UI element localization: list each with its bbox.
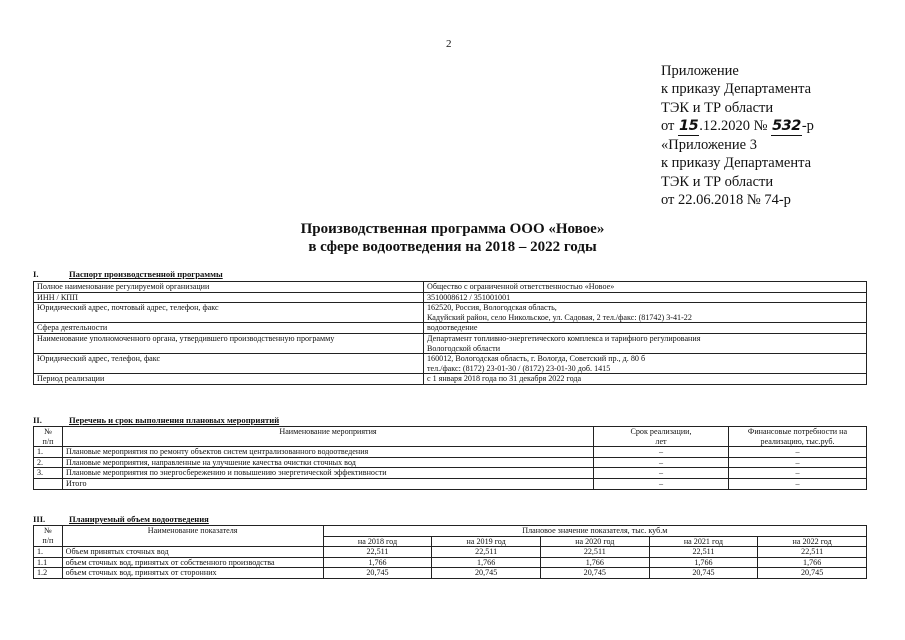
section-title: Планируемый объем водоотведения [69, 514, 209, 524]
header-year: на 2022 год [758, 536, 867, 547]
measure-term: – [594, 447, 729, 458]
header-year: на 2021 год [649, 536, 758, 547]
order-suffix: -р [801, 117, 814, 134]
table-row [34, 374, 867, 385]
row-number: 1.2 [34, 568, 63, 579]
indicator-value: 22,511 [323, 547, 432, 558]
indicator-name: объем сточных вод, принятых от сторонних [62, 568, 323, 579]
table-row [34, 323, 867, 334]
passport-value: 160012, Вологодская область, г. Вологда, Советский пр., д. 80 б тел./факс: (8172) 23-01-30 / (8172) 23-01-30 доб. 1415 [424, 354, 867, 374]
table-row [34, 547, 867, 558]
passport-label: Период реализации [34, 374, 424, 385]
handwritten-day: 15 [678, 117, 699, 136]
indicator-value: 20,745 [432, 568, 541, 579]
document-title [0, 220, 905, 256]
appendix-line: к приказу Департамента [661, 155, 812, 172]
row-number: 1. [34, 547, 63, 558]
header-num: № п/п [34, 526, 63, 547]
header-group: Плановое значение показателя, тыс. куб.м [323, 526, 866, 537]
table-row [34, 468, 867, 479]
indicator-value: 22,511 [432, 547, 541, 558]
section-2-heading [33, 415, 279, 425]
row-number: 1.1 [34, 557, 63, 568]
header-name: Наименование показателя [62, 526, 323, 547]
title-line-2: в сфере водоотведения на 2018 – 2022 годы [308, 239, 597, 255]
passport-value: водоотведение [424, 323, 867, 334]
passport-value: 162520, Россия, Вологодская область, Кадуйский район, село Никольское, ул. Садовая, 2 тел./факс: (81742) 3-41-22 [424, 303, 867, 323]
table-row [34, 557, 867, 568]
table-row [34, 333, 867, 353]
section-title: Паспорт производственной программы [69, 269, 223, 279]
measure-cost: – [729, 457, 867, 468]
measure-name: Плановые мероприятия по ремонту объектов систем централизованного водоотведения [63, 447, 594, 458]
passport-label: Наименование уполномоченного органа, утвердившего производственную программу [34, 333, 424, 353]
table-row [34, 292, 867, 303]
section-number: I. [33, 269, 39, 279]
page-number: 2 [446, 38, 452, 50]
section-3-heading [33, 514, 209, 524]
passport-value: 3510008612 / 351001001 [424, 292, 867, 303]
header-name: Наименование мероприятия [63, 427, 594, 447]
indicator-value: 1,766 [323, 557, 432, 568]
measure-name: Плановые мероприятия, направленные на улучшение качества очистки сточных вод [63, 457, 594, 468]
measure-name: Итого [63, 478, 594, 489]
date-rest: .12.2020 № [699, 117, 768, 134]
table-row [34, 568, 867, 579]
indicator-value: 20,745 [758, 568, 867, 579]
appendix-line: ТЭК и ТР области [661, 173, 774, 190]
table-row [34, 282, 867, 293]
indicator-value: 1,766 [758, 557, 867, 568]
title-line-1: Производственная программа ООО «Новое» [300, 221, 605, 237]
row-number: 3. [34, 468, 63, 479]
indicator-value: 22,511 [540, 547, 649, 558]
table-row [34, 303, 867, 323]
measure-term: – [594, 468, 729, 479]
indicator-value: 22,511 [649, 547, 758, 558]
measure-cost: – [729, 468, 867, 479]
measure-name: Плановые мероприятия по энергосбережению и повышению энергетической эффективности [63, 468, 594, 479]
measure-term: – [594, 478, 729, 489]
table-row [34, 447, 867, 458]
appendix-block [661, 62, 814, 209]
row-number [34, 478, 63, 489]
table-row [34, 457, 867, 468]
date-prefix: от [661, 117, 675, 134]
row-number: 2. [34, 457, 63, 468]
passport-table [33, 281, 867, 385]
measure-cost: – [729, 478, 867, 489]
indicator-value: 22,511 [758, 547, 867, 558]
indicator-value: 20,745 [649, 568, 758, 579]
header-cost: Финансовые потребности на реализацию, тыс.руб. [729, 427, 867, 447]
indicator-value: 20,745 [540, 568, 649, 579]
header-num: № п/п [34, 427, 63, 447]
measure-cost: – [729, 447, 867, 458]
section-number: III. [33, 514, 46, 524]
indicator-name: объем сточных вод, принятых от собственного производства [62, 557, 323, 568]
indicator-value: 1,766 [540, 557, 649, 568]
passport-label: Юридический адрес, телефон, факс [34, 354, 424, 374]
header-year: на 2018 год [323, 536, 432, 547]
row-number: 1. [34, 447, 63, 458]
appendix-line: Приложение [661, 63, 739, 79]
appendix-line: «Приложение 3 [661, 137, 757, 154]
table-row [34, 478, 867, 489]
indicator-value: 1,766 [432, 557, 541, 568]
appendix-line: ТЭК и ТР области [661, 99, 774, 116]
appendix-line: к приказу Департамента [661, 81, 812, 98]
volume-table [33, 525, 867, 579]
header-year: на 2019 год [432, 536, 541, 547]
section-title: Перечень и срок выполнения плановых мероприятий [69, 415, 280, 425]
appendix-line: от 22.06.2018 № 74-р [661, 192, 791, 209]
passport-label: Полное наименование регулируемой организации [34, 282, 424, 293]
header-year: на 2020 год [540, 536, 649, 547]
measures-table [33, 426, 867, 490]
passport-label: Сфера деятельности [34, 323, 424, 334]
table-header-row [34, 427, 867, 447]
appendix-date-line [661, 117, 814, 136]
passport-label: Юридический адрес, почтовый адрес, телефон, факс [34, 303, 424, 323]
passport-label: ИНН / КПП [34, 292, 424, 303]
section-number: II. [33, 415, 42, 425]
passport-value: Департамент топливно-энергетического комплекса и тарифного регулирования Вологодской области [424, 333, 867, 353]
passport-value: Общество с ограниченной ответственностью «Новое» [424, 282, 867, 293]
table-row [34, 354, 867, 374]
section-1-heading [33, 269, 223, 279]
measure-term: – [594, 457, 729, 468]
passport-value: с 1 января 2018 года по 31 декабря 2022 года [424, 374, 867, 385]
indicator-value: 1,766 [649, 557, 758, 568]
indicator-name: Объем принятых сточных вод [62, 547, 323, 558]
header-term: Срок реализации, лет [594, 427, 729, 447]
handwritten-order-number: 532 [771, 117, 802, 136]
table-header-row [34, 526, 867, 537]
indicator-value: 20,745 [323, 568, 432, 579]
